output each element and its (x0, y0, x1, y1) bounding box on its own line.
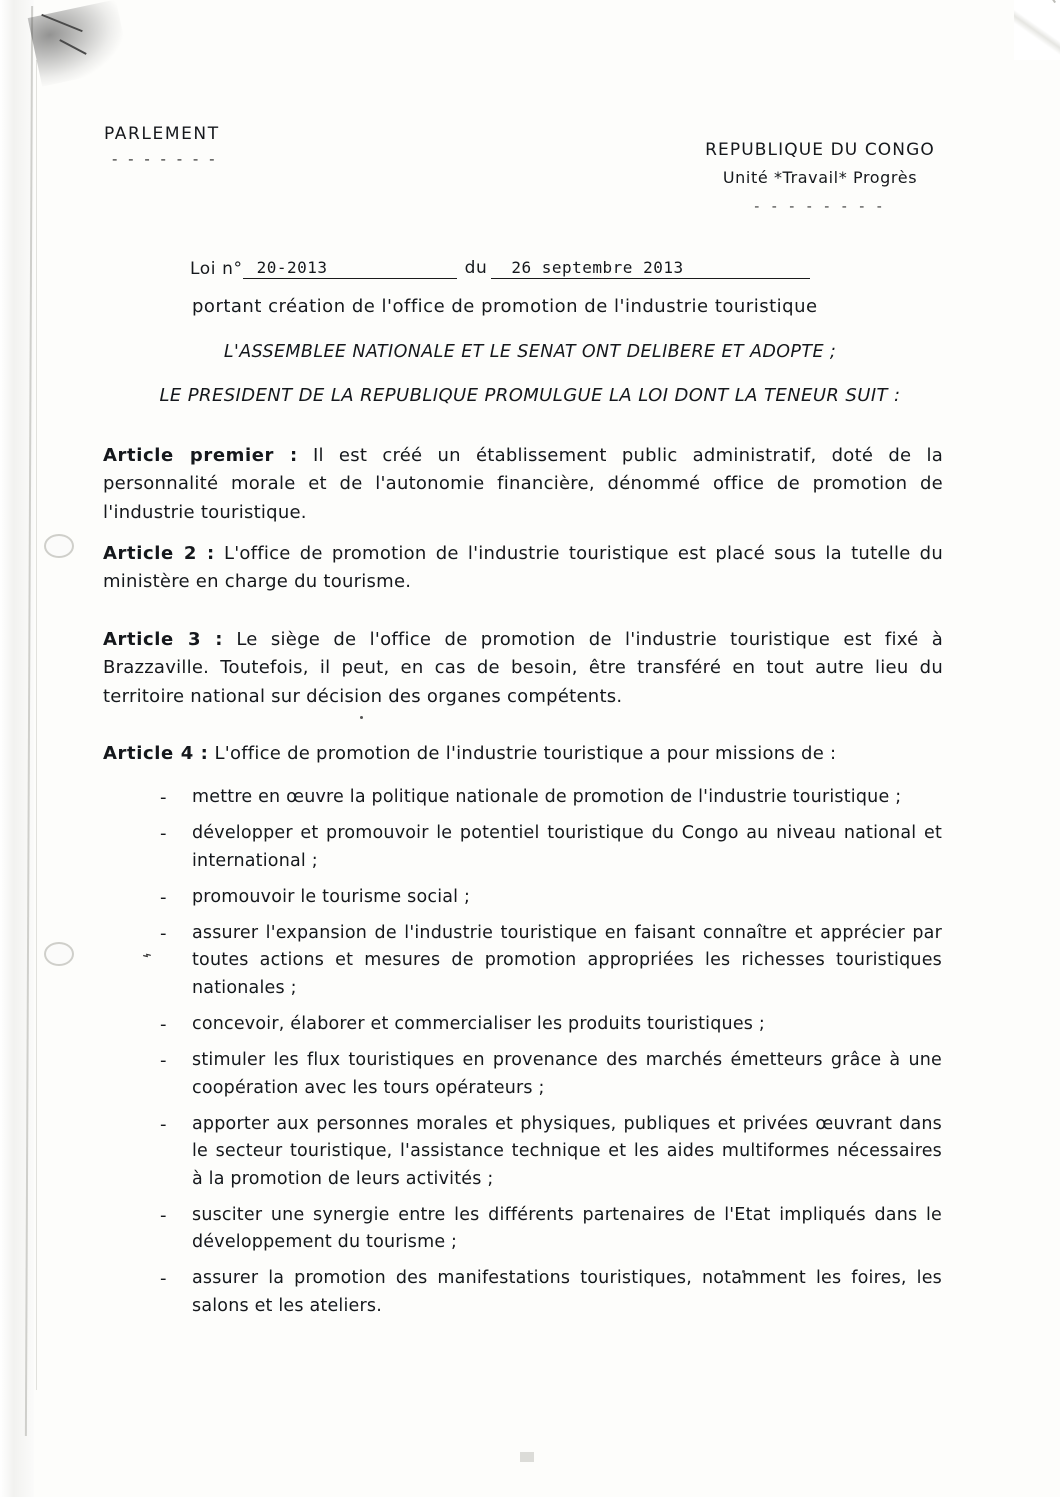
list-item: - assurer la promotion des manifestations touristiques, notamment les foires, les salons et les ateliers. (152, 1265, 942, 1320)
article-3 (103, 626, 943, 711)
law-reference-line (190, 258, 810, 279)
scan-binding-line-secondary (36, 60, 37, 1390)
ink-speck-b (360, 716, 363, 719)
header-parliament-rule: - - - - - - - (112, 150, 218, 168)
header-republic (640, 140, 1000, 215)
header-parliament (104, 124, 220, 168)
scan-smudge-artifact (28, 0, 131, 87)
article-2 (103, 540, 943, 597)
promulgation-line-2: LE PRESIDENT DE LA REPUBLIQUE PROMULGUE LA LOI DONT LA TENEUR SUIT : (159, 385, 901, 406)
law-date-value: 26 septembre 2013 (491, 258, 810, 279)
article-1-label: Article premier : (103, 445, 298, 466)
law-date-separator: du (464, 258, 488, 278)
header-republic-rule: - - - - - - - - (754, 199, 886, 215)
article-3-label: Article 3 : (103, 629, 224, 650)
article-2-label: Article 2 : (103, 543, 215, 564)
list-item: - concevoir, élaborer et commercialiser les produits touristiques ; (152, 1011, 942, 1038)
header-republic-country: REPUBLIQUE DU CONGO (705, 140, 935, 160)
hole-punch-mark-lower (44, 942, 74, 966)
article-4-label: Article 4 : (103, 743, 209, 764)
list-item: - promouvoir le tourisme social ; (152, 884, 942, 911)
list-item: - assurer l'expansion de l'industrie touristique en faisant connaître et apprécier par toutes actions et mesures de promotion appropriées les richesses touristiques nationales ; (152, 920, 942, 1002)
article-4-text: L'office de promotion de l'industrie touristique a pour missions de : (208, 743, 837, 764)
article-4 (103, 740, 943, 768)
article-3-text: Le siège de l'office de promotion de l'industrie touristique est fixé à Brazzaville. Toutefois, il peut, en cas de besoin, être transféré en tout autre lieu du territoire national sur décision des organes compétents. (103, 629, 943, 707)
list-item: - apporter aux personnes morales et physiques, publiques et privées œuvrant dans le secteur touristique, l'assistance technique et les aides multiformes nécessaires à la promotion de leurs activités ; (152, 1111, 942, 1193)
handwritten-stray-mark: ⌁ (139, 944, 155, 965)
law-subject: portant création de l'office de promotion de l'industrie touristique (192, 296, 818, 317)
law-number-label: Loi n° (190, 259, 243, 279)
header-republic-motto: Unité *Travail* Progrès (722, 168, 918, 187)
page-bottom-mark (520, 1452, 534, 1462)
list-item: - développer et promouvoir le potentiel touristique du Congo au niveau national et international ; (152, 820, 942, 875)
missions-list (152, 784, 942, 1329)
list-item: - stimuler les flux touristiques en provenance des marchés émetteurs grâce à une coopération avec les tours opérateurs ; (152, 1047, 942, 1102)
list-item: - mettre en œuvre la politique nationale de promotion de l'industrie touristique ; (152, 784, 942, 811)
page-corner-fold (1014, 0, 1060, 60)
article-1 (103, 442, 943, 527)
promulgation-line-1: L'ASSEMBLEE NATIONALE ET LE SENAT ONT DELIBERE ET ADOPTE ; (223, 342, 837, 362)
article-2-text: L'office de promotion de l'industrie touristique est placé sous la tutelle du ministère en charge du tourisme. (103, 543, 943, 593)
header-parliament-title: PARLEMENT (104, 124, 220, 144)
list-item: - susciter une synergie entre les différents partenaires de l'Etat impliqués dans le développement du tourisme ; (152, 1202, 942, 1257)
article-1-text: Il est créé un établissement public administratif, doté de la personnalité morale et de l'autonomie financière, dénommé office de promotion de l'industrie touristique. (103, 445, 943, 523)
law-number-value: 20-2013 (243, 258, 457, 279)
hole-punch-mark-upper (44, 534, 74, 558)
